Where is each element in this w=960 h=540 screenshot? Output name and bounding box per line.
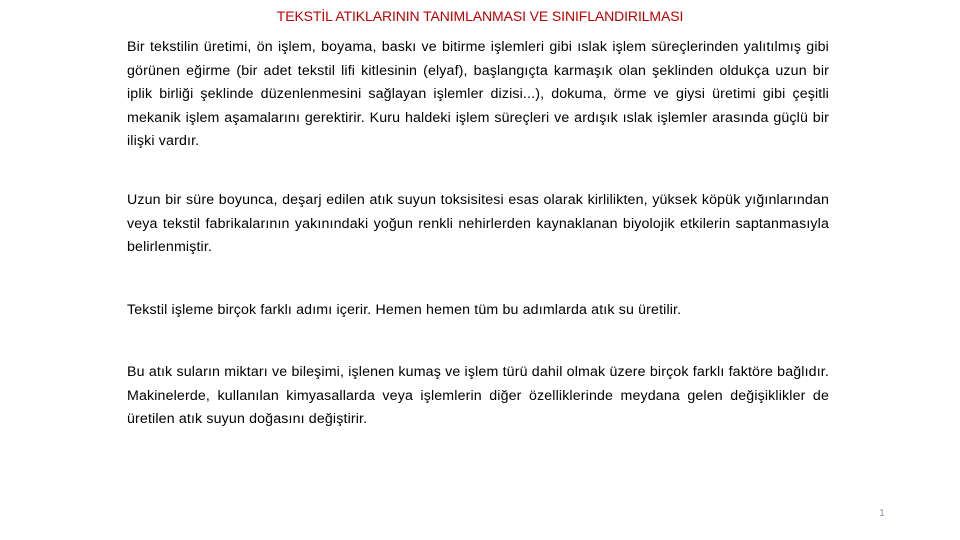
- page-number: 1: [879, 508, 885, 519]
- slide-title: TEKSTİL ATIKLARININ TANIMLANMASI VE SINIFLANDIRILMASI: [276, 8, 684, 24]
- paragraph-wastewater-composition: Bu atık suların miktarı ve bileşimi, işlenen kumaş ve işlem türü dahil olmak üzere birçok farklı faktöre bağlıdır. Makinelerde, kullanılan kimyasallarda veya işlemlerin diğer özelliklerinde meydana gelen değişiklikler de üretilen atık suyun doğasını değiştirir.: [127, 364, 829, 428]
- paragraph-wastewater-toxicity: Uzun bir süre boyunca, deşarj edilen atık suyun toksisitesi esas olarak kirlilikten, yüksek köpük yığınlarından veya tekstil fabrikalarının yakınındaki yoğun renkli nehirlerden kaynaklanan biyolojik etkilerin saptanmasıyla belirlenmiştir.: [127, 192, 829, 256]
- paragraph-production-processes: Bir tekstilin üretimi, ön işlem, boyama, baskı ve bitirme işlemleri gibi ıslak işlem süreçlerinden yalıtılmış gibi görünen eğirme (bir adet tekstil lifi kitlesinin (elyaf), başlangıçta karmaşık olan şeklinden oldukça uzun bir iplik birliği şeklinde düzenlenmesini sağlayan işlemler dizisi...), dokuma, örme ve giysi üretimi gibi çeşitli mekanik işlem aşamalarını gerektirir. Kuru haldeki işlem süreçleri ve ardışık ıslak işlemler arasında güçlü bir ilişki vardır.: [127, 39, 829, 150]
- paragraph-processing-steps: Tekstil işleme birçok farklı adımı içerir. Hemen hemen tüm bu adımlarda atık su üretilir.: [127, 302, 682, 318]
